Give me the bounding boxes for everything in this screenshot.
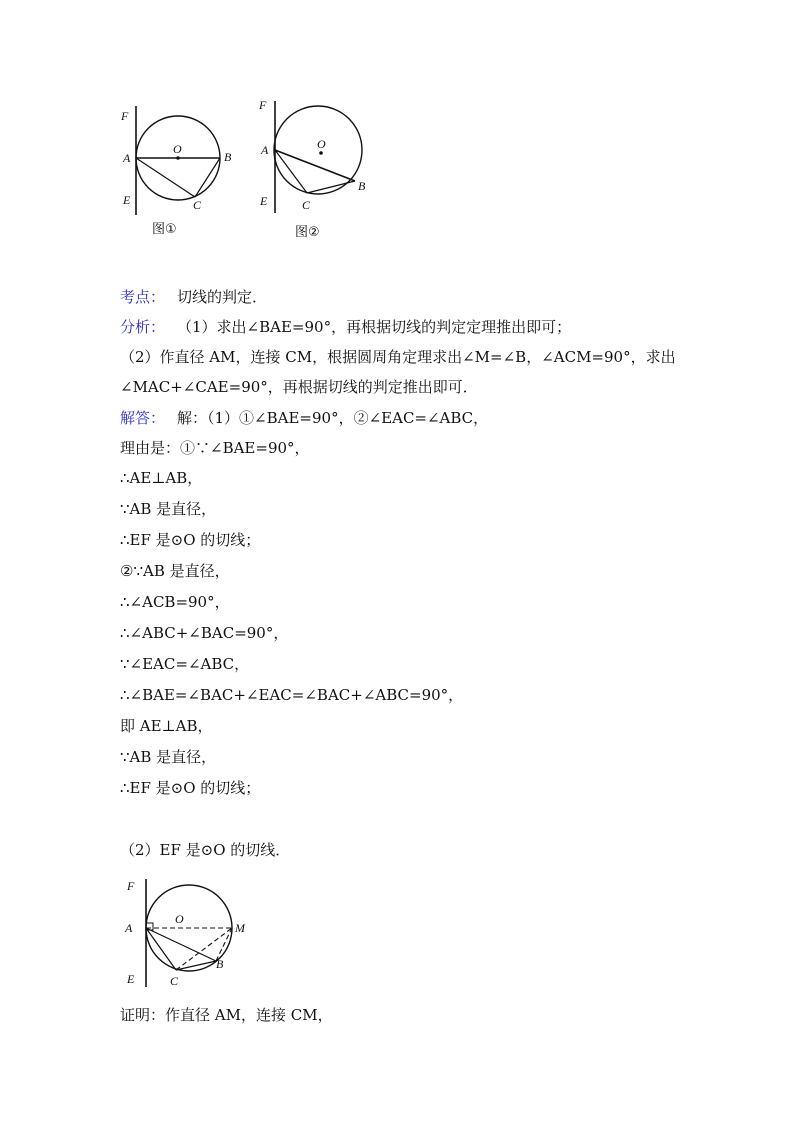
- figure-2: [255, 95, 385, 245]
- fenxi-text-1: （1）求出∠BAE=90°，再根据切线的判定定理推出即可；: [177, 318, 572, 336]
- label-B: B: [224, 150, 232, 164]
- jieda-line-first: [120, 408, 488, 428]
- fenxi-line-3: ∠MAC+∠CAE=90°，再根据切线的判定推出即可．: [120, 378, 478, 396]
- figure-2-diagram: [255, 95, 385, 245]
- jieda-line: ②∵AB 是直径，: [120, 562, 230, 580]
- label-O: O: [175, 912, 184, 926]
- figure-1-caption: 图①: [152, 222, 177, 237]
- label-C: C: [193, 198, 202, 212]
- label-O: O: [173, 142, 182, 156]
- figure-1: [115, 100, 245, 250]
- label-C: C: [302, 198, 311, 212]
- kaodian-label: 考点：: [120, 288, 166, 306]
- label-A: A: [125, 921, 133, 935]
- proof-line: 证明：作直径 AM，连接 CM，: [120, 1006, 333, 1024]
- fenxi-line-1: [120, 317, 571, 337]
- label-O: O: [317, 137, 326, 151]
- part2-line: （2）EF 是⊙O 的切线．: [120, 841, 291, 859]
- jieda-line: 理由是：①∵∠BAE=90°，: [120, 439, 310, 457]
- label-E: E: [260, 194, 268, 208]
- label-M: M: [235, 921, 245, 935]
- jieda-line: 即 AE⊥AB，: [120, 717, 213, 735]
- label-E: E: [123, 193, 131, 207]
- label-E: E: [127, 972, 135, 986]
- jieda-line: ∵∠EAC=∠ABC，: [120, 655, 250, 673]
- jieda-line: ∴∠ABC+∠BAC=90°，: [120, 624, 289, 642]
- label-A: A: [123, 151, 131, 165]
- label-A: A: [261, 143, 269, 157]
- jieda-line: ∴EF 是⊙O 的切线；: [120, 779, 261, 797]
- fenxi-label: 分析：: [120, 318, 166, 336]
- figure-3-diagram: [115, 875, 265, 995]
- label-F: F: [121, 109, 129, 123]
- jieda-line: ∵AB 是直径，: [120, 748, 217, 766]
- jieda-line: ∵AB 是直径，: [120, 500, 217, 518]
- kaodian-line: [120, 287, 267, 307]
- figure-1-diagram: [115, 100, 245, 250]
- jieda-label: 解答：: [120, 409, 166, 427]
- jieda-line: ∴AE⊥AB，: [120, 469, 203, 487]
- label-F: F: [127, 879, 135, 893]
- jieda-line: ∴∠BAE=∠BAC+∠EAC=∠BAC+∠ABC=90°，: [120, 686, 464, 704]
- jieda-text-first: 解：（1）①∠BAE=90°，②∠EAC=∠ABC，: [177, 409, 489, 427]
- figure-2-caption: 图②: [295, 225, 320, 240]
- label-B: B: [358, 179, 366, 193]
- fenxi-line-2: （2）作直径 AM，连接 CM，根据圆周角定理求出∠M=∠B，∠ACM=90°，求出: [120, 348, 676, 366]
- jieda-line: ∴EF 是⊙O 的切线；: [120, 531, 261, 549]
- figure-3: [115, 875, 265, 995]
- label-F: F: [259, 98, 267, 112]
- jieda-line: ∴∠ACB=90°，: [120, 593, 230, 611]
- kaodian-text: 切线的判定．: [177, 288, 268, 306]
- label-C: C: [170, 974, 179, 988]
- label-B: B: [216, 957, 224, 971]
